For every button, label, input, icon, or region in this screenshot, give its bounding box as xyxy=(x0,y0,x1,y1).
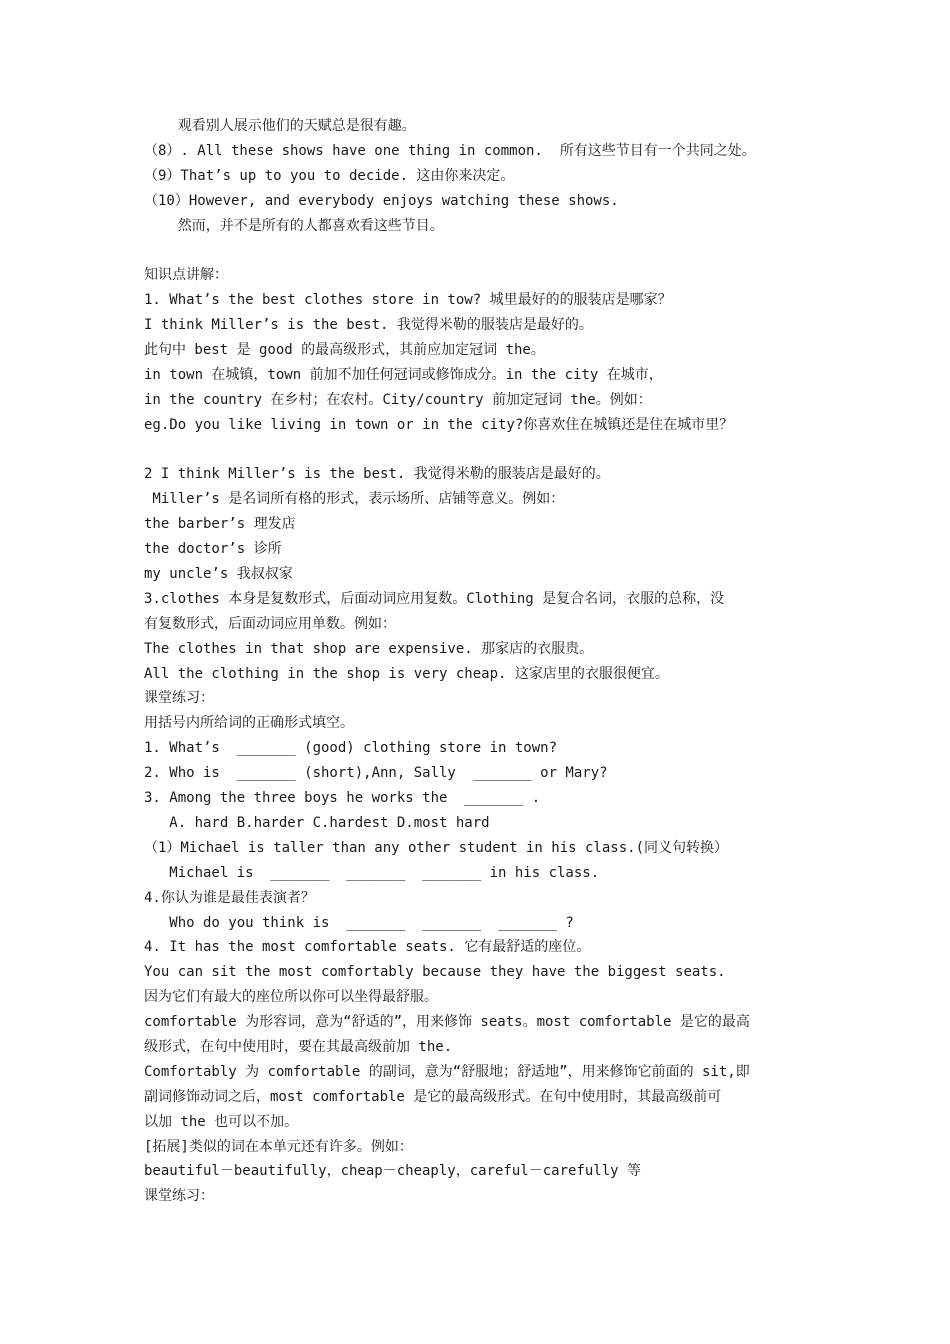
text-line: 因为它们有最大的座位所以你可以坐得最舒服。 xyxy=(144,989,438,1006)
text-line: in the country 在乡村；在农村。City/country 前加定冠词 the。例如： xyxy=(144,391,652,408)
text-line: my uncle’s 我叔叔家 xyxy=(144,566,293,583)
blank-line xyxy=(144,438,814,463)
exercise-item: （1）Michael is taller than any other student in his class.(同义句转换） xyxy=(144,839,729,856)
text-line: eg.Do you like living in town or in the city?你喜欢住在城镇还是住在城市里？ xyxy=(144,416,734,433)
section-heading: 知识点讲解： xyxy=(144,267,228,284)
exercise-item: 2. Who is _______ (short),Ann, Sally _______ or Mary? xyxy=(144,765,608,782)
text-line: 此句中 best 是 good 的最高级形式，其前应加定冠词 the。 xyxy=(144,342,545,359)
text-line: 3.clothes 本身是复数形式，后面动词应用复数。Clothing 是复合名词，衣服的总称，没 xyxy=(144,590,725,607)
exercise-instruction: 用括号内所给词的正确形式填空。 xyxy=(144,715,354,732)
text-line: Comfortably 为 comfortable 的副词，意为“舒服地；舒适地”，用来修饰它前面的 sit,即 xyxy=(144,1063,750,1080)
text-line: 2 I think Miller’s is the best. 我觉得米勒的服装店是最好的。 xyxy=(144,466,610,483)
text-line: （8）. All these shows have one thing in common. 所有这些节目有一个共同之处。 xyxy=(144,142,756,159)
blank-line xyxy=(144,238,814,263)
text-line: 级形式，在句中使用时，要在其最高级前加 the. xyxy=(144,1038,453,1055)
text-line: 1. What’s the best clothes store in tow? 城里最好的的服装店是哪家？ xyxy=(144,292,672,309)
exercise-item: Michael is _______ _______ _______ in his class. xyxy=(144,864,600,881)
text-line: Miller’s 是名词所有格的形式，表示场所、店铺等意义。例如： xyxy=(144,491,565,508)
text-line: 有复数形式，后面动词应用单数。例如： xyxy=(144,615,396,632)
text-line: the doctor’s 诊所 xyxy=(144,541,282,558)
text-line: [拓展]类似的词在本单元还有许多。例如： xyxy=(144,1138,413,1155)
exercise-item: 1. What’s _______ (good) clothing store in town? xyxy=(144,740,558,757)
text-line: The clothes in that shop are expensive. 那家店的衣服贵。 xyxy=(144,640,594,657)
text-line: 观看别人展示他们的天赋总是很有趣。 xyxy=(144,118,416,134)
text-line: 副词修饰动词之后，most comfortable 是它的最高级形式。在句中使用时，其最高级前可 xyxy=(144,1088,722,1105)
text-line: All the clothing in the shop is very cheap. 这家店里的衣服很便宜。 xyxy=(144,665,669,682)
text-line: comfortable 为形容词，意为“舒适的”，用来修饰 seats。most comfortable 是它的最高 xyxy=(144,1014,750,1031)
document-page xyxy=(144,114,814,1209)
text-line: the barber’s 理发店 xyxy=(144,516,296,533)
text-line: in town 在城镇，town 前加不加任何冠词或修饰成分。in the city 在城市， xyxy=(144,366,663,383)
exercise-item: Who do you think is _______ _______ _______ ? xyxy=(144,914,574,931)
exercise-options: A. hard B.harder C.hardest D.most hard xyxy=(144,814,490,831)
text-line: （10）However, and everybody enjoys watching these shows. xyxy=(144,192,619,209)
text-line: （9）That’s up to you to decide. 这由你来决定。 xyxy=(144,167,515,184)
exercise-item: 4.你认为谁是最佳表演者？ xyxy=(144,889,315,906)
exercise-item: 3. Among the three boys he works the _______ . xyxy=(144,790,541,807)
text-line: 以加 the 也可以不加。 xyxy=(144,1113,299,1130)
section-heading: 课堂练习： xyxy=(144,1188,214,1205)
text-line: You can sit the most comfortably because they have the biggest seats. xyxy=(144,964,726,981)
text-line: 4. It has the most comfortable seats. 它有最舒适的座位。 xyxy=(144,939,591,956)
text-line: beautiful－beautifully，cheap－cheaply，careful－carefully 等 xyxy=(144,1163,642,1180)
section-heading: 课堂练习： xyxy=(144,690,214,707)
text-line: 然而，并不是所有的人都喜欢看这些节目。 xyxy=(144,217,444,234)
text-line: I think Miller’s is the best. 我觉得米勒的服装店是最好的。 xyxy=(144,317,593,334)
